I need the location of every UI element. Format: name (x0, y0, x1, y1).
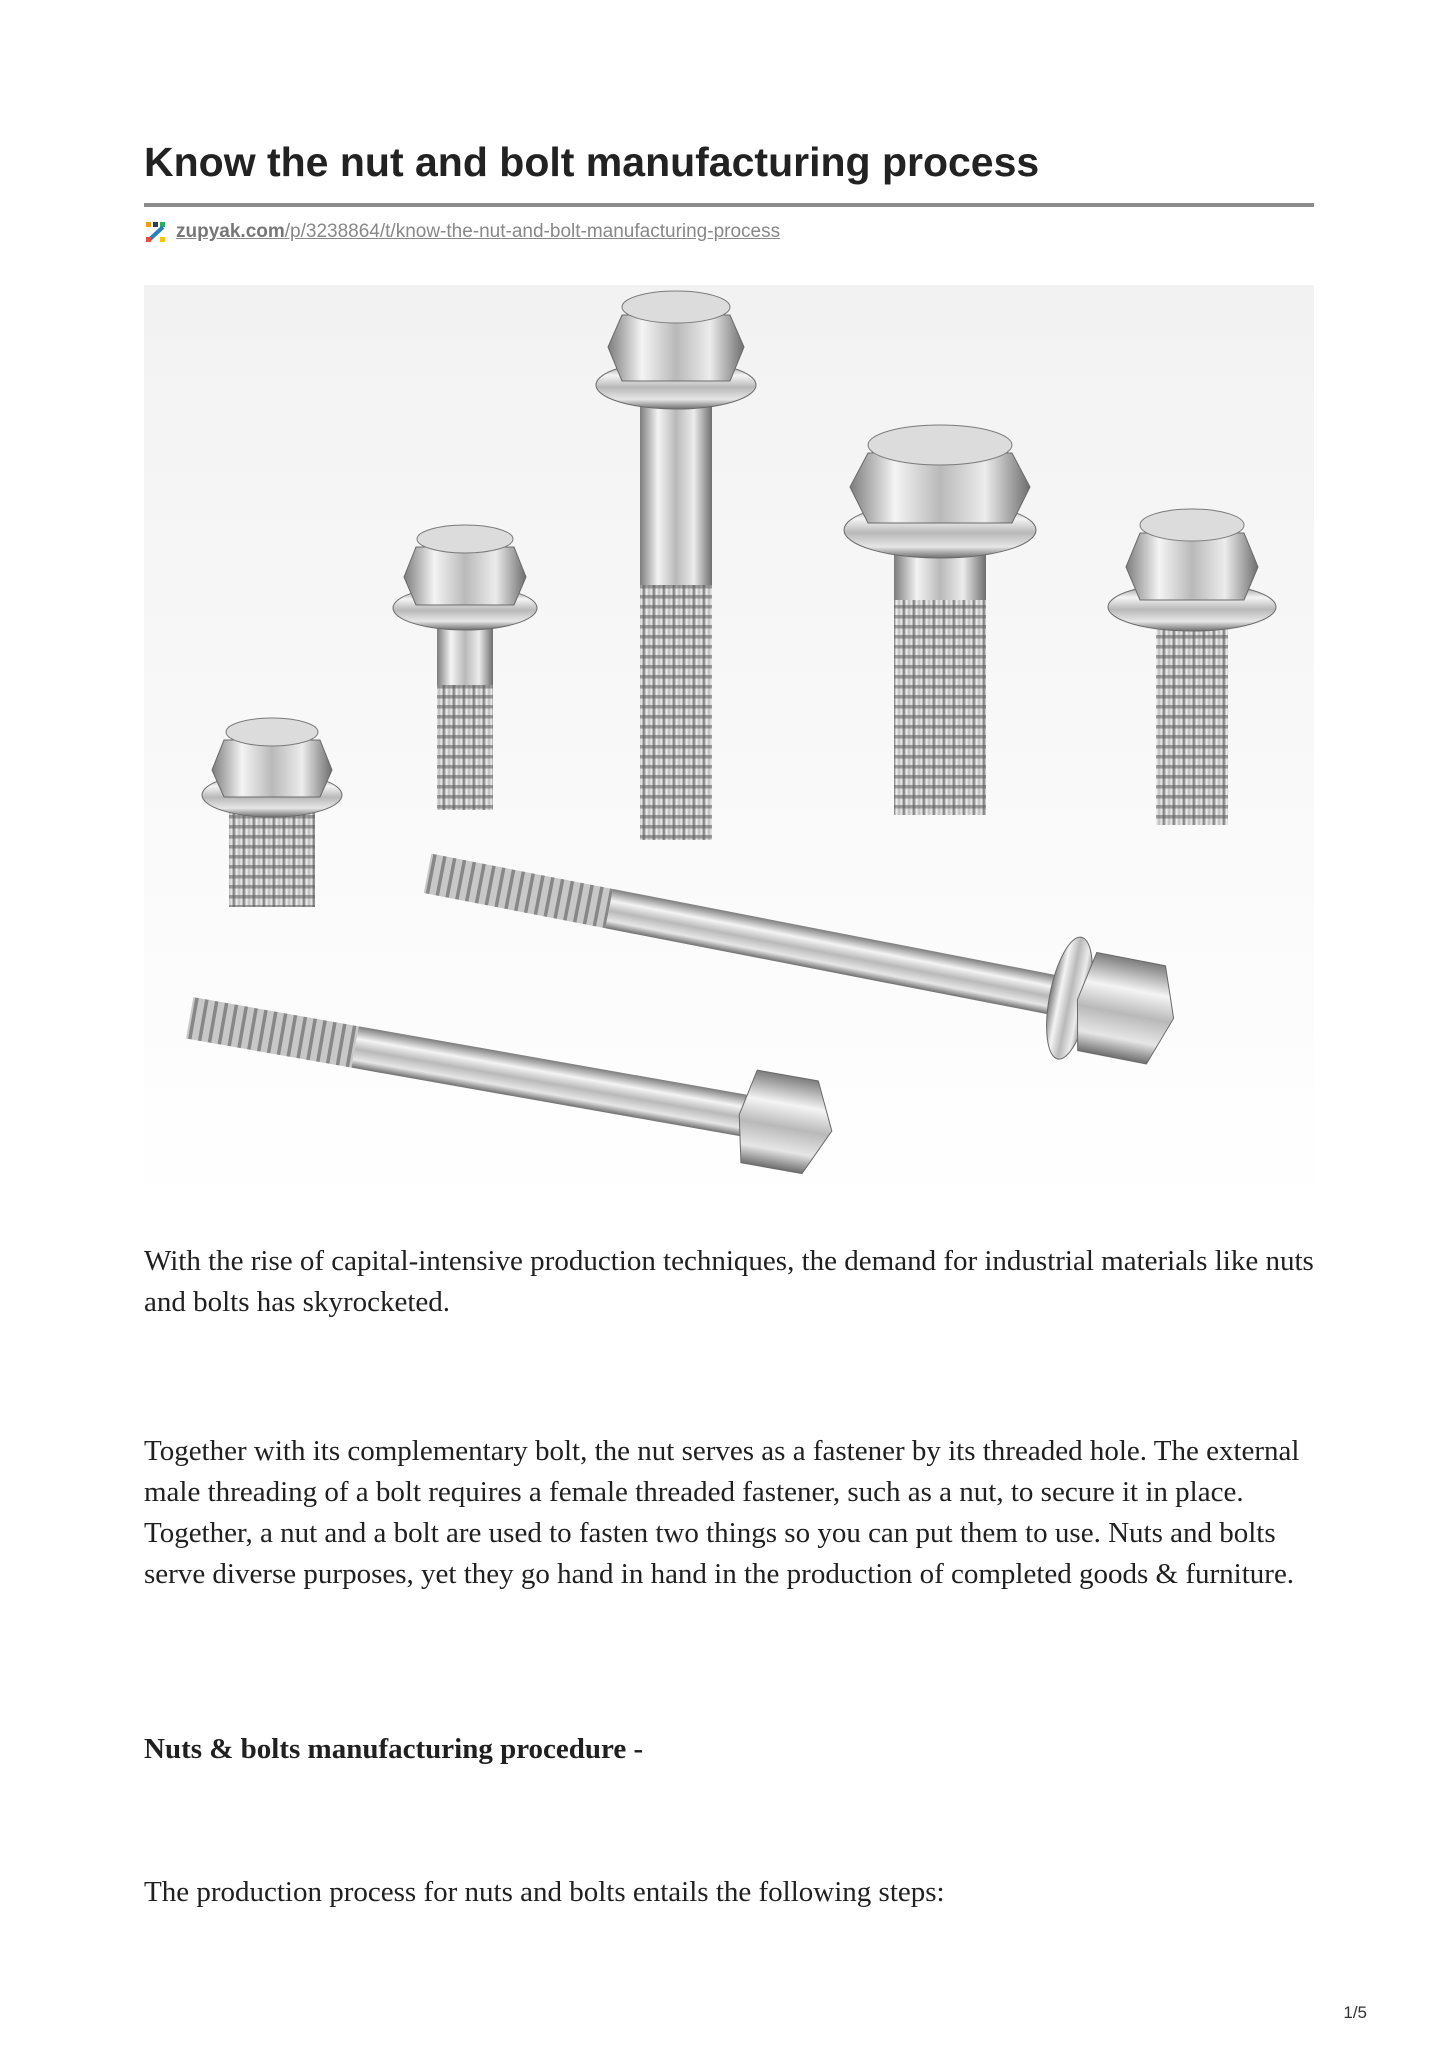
zupyak-logo-icon (144, 220, 168, 244)
steps-intro-paragraph: The production process for nuts and bolts entails the following steps: (144, 1876, 945, 1908)
intro-paragraph: With the rise of capital-intensive production techniques, the demand for industrial materials like nuts and bolts has skyrocketed. (144, 1245, 1314, 1318)
title-divider (144, 203, 1314, 207)
source-domain: zupyak.com (176, 221, 285, 242)
source-url[interactable] (176, 221, 780, 243)
source-path: /p/3238864/t/know-the-nut-and-bolt-manufacturing-process (284, 221, 781, 242)
hero-image (144, 285, 1314, 1210)
section-heading: Nuts & bolts manufacturing procedure - (144, 1733, 644, 1765)
nut-bolt-paragraph: Together with its complementary bolt, the nut serves as a fastener by its threaded hole. The external male threading of a bolt requires a female threaded fastener, such as a nut, to secure it in place. Together, a nut and a bolt are used to fasten two things so you can put them to use. Nuts and bolts serve diverse purposes, yet they go hand in hand in the production of completed goods & furniture. (144, 1435, 1300, 1590)
source-link[interactable] (144, 218, 780, 246)
article-title: Know the nut and bolt manufacturing process (144, 139, 1040, 185)
bolts-photo (144, 285, 1314, 1210)
page-number: 1/5 (1343, 2003, 1367, 2022)
